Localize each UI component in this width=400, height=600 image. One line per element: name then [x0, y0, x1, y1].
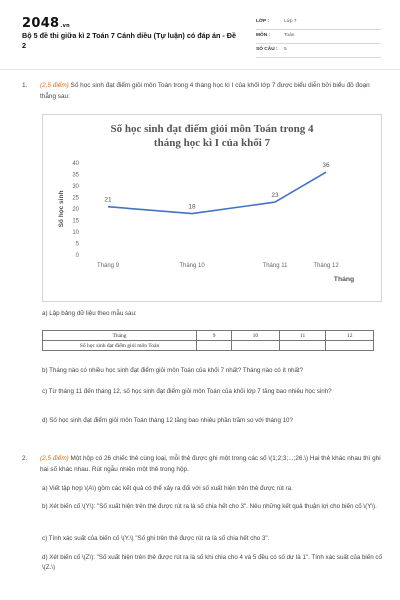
meta-row-class: LỚP : Lớp 7	[256, 16, 381, 30]
x-tick-label: Tháng 10	[179, 263, 205, 269]
y-tick-label: 40	[72, 161, 79, 167]
table-cell: 12	[326, 331, 374, 341]
y-tick-label: 20	[72, 207, 79, 213]
question-1-text: (2,5 điểm) Số học sinh đạt điểm giỏi môn Toán trong 4 tháng học kì I của khối lớp 7 được biểu diễn bởi biểu đồ đoạn thẳng sau:	[40, 82, 370, 100]
chart-title-line-1: Số học sinh đạt điểm giỏi môn Toán trong 4	[110, 123, 314, 135]
header-divider	[0, 69, 400, 70]
table-cell	[326, 341, 374, 351]
site-logo[interactable]: 2048.vn	[22, 16, 71, 31]
data-table	[42, 330, 374, 351]
question-1c: c) Từ tháng 11 đến tháng 12, số học sinh đạt điểm giỏi môn Toán của khối lớp 7 tăng bao nhiêu học sinh?	[42, 388, 332, 395]
x-tick-label: Tháng 11	[262, 263, 288, 269]
y-tick-label: 0	[75, 253, 79, 259]
document-title: Bộ 5 đề thi giữa kì 2 Toán 7 Cánh diều (Tự luận) có đáp án - Đề 2	[22, 31, 236, 50]
question-1b: b) Tháng nào có nhiều học sinh đạt điểm giỏi môn Toán của khối 7 nhất? Tháng nào có ít nhất?	[42, 367, 304, 374]
question-1d: d) Số học sinh đạt điểm giỏi môn Toán tháng 12 tăng bao nhiêu phần trăm so với tháng 10?	[42, 417, 293, 424]
data-label: 23	[271, 192, 279, 200]
table-cell	[279, 341, 326, 351]
y-tick-label: 15	[72, 218, 79, 225]
y-axis-label: Số học sinh	[58, 190, 65, 228]
x-axis-label: Tháng	[333, 276, 355, 283]
data-label: 36	[322, 162, 330, 170]
x-tick-label: Tháng 12	[313, 263, 339, 269]
line-chart	[42, 114, 382, 302]
question-1a: a) Lập bảng dữ liệu theo mẫu sau:	[42, 310, 137, 317]
data-label: 21	[104, 196, 112, 204]
table-cell	[232, 341, 280, 351]
meta-info	[256, 16, 381, 58]
meta-row-subject: MÔN : Toán	[256, 30, 381, 44]
y-tick-label: 35	[72, 172, 79, 179]
data-label: 18	[188, 203, 196, 211]
question-2c: c) Tính xác suất của biến cố \(Y.\) "Số ghi trên thẻ được rút ra là số chia hết cho 3".	[42, 535, 270, 542]
table-cell: 9	[197, 331, 232, 341]
y-tick-label: 10	[72, 230, 79, 236]
table-row	[43, 341, 374, 351]
x-tick-label: Tháng 9	[96, 263, 120, 269]
y-tick-label: 5	[75, 241, 79, 248]
question-2d: d) Xét biến cố \(Z\): "Số xuất hiện trên thẻ được rút ra là số khi chia cho 4 và 5 đều có số dư là 1". Tính xác suất của biến cố \(Z.\)	[42, 554, 382, 571]
y-tick-label: 30	[72, 184, 79, 190]
table-cell: Số học sinh đạt điểm giỏi môn Toán	[43, 341, 197, 351]
question-2-text: (2,5 điểm) Một hộp có 26 chiếc thẻ cùng loại, mỗi thẻ được ghi một trong các số \(1;2;3;...;26.\) Hai thẻ khác nhau thì ghi hai số khác nhau. Rút ngẫu nhiên một thẻ trong hộp.	[40, 455, 381, 473]
question-2a: a) Viết tập hợp \(A\) gồm các kết quả có thể xảy ra đối với số xuất hiện trên thẻ được rút ra.	[42, 485, 293, 492]
page-header	[0, 0, 400, 64]
question-2b: b) Xét biến cố \(Y\): "Số xuất hiện trên thẻ được rút ra là số chia hết cho 3". Nêu những kết quả thuận lợi cho biến cố \(Y\).	[42, 503, 377, 510]
chart-title-line-2: tháng học kì I của khối 7	[153, 137, 271, 149]
question-number-1: 1.	[22, 82, 28, 89]
table-cell: 11	[279, 331, 326, 341]
table-cell: Tháng	[43, 331, 197, 341]
series-line	[108, 172, 326, 213]
table-cell	[197, 341, 232, 351]
table-row	[43, 331, 374, 341]
table-cell: 10	[232, 331, 280, 341]
meta-row-question-count: SỐ CÂU : 5	[256, 44, 381, 58]
question-number-2: 2.	[22, 455, 28, 462]
y-tick-label: 25	[72, 195, 79, 202]
chart-svg	[43, 115, 381, 301]
